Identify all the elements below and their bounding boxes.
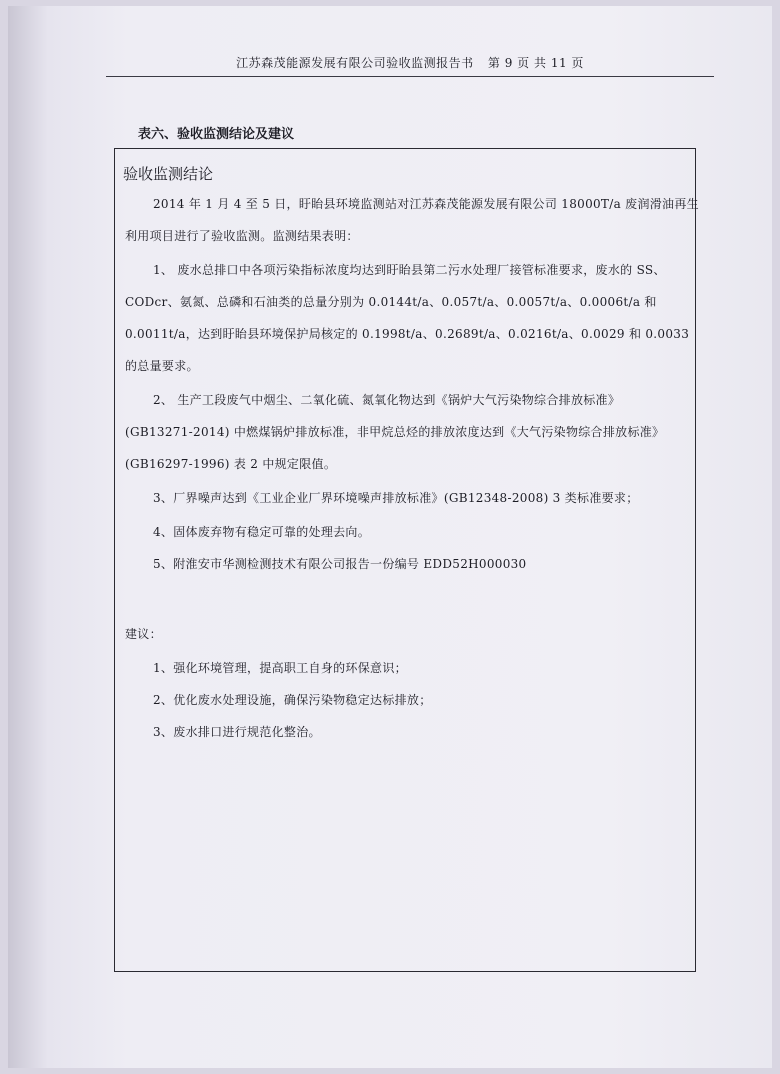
conclusion-heading: 验收监测结论 [123, 165, 214, 183]
suggestion-item: 3、废水排口进行规范化整治。 [153, 725, 321, 739]
suggestions-heading: 建议： [125, 627, 162, 641]
document-page [8, 6, 772, 1068]
conclusion-line: 3、厂界噪声达到《工业企业厂界环境噪声排放标准》(GB12348-2008) 3 类标准要求； [153, 491, 639, 505]
conclusion-line: 2、 生产工段废气中烟尘、二氧化硫、氮氧化物达到《锅炉大气污染物综合排放标准》 [153, 393, 621, 407]
suggestion-item: 1、强化环境管理，提高职工自身的环保意识； [153, 661, 407, 675]
conclusion-line: 利用项目进行了验收监测。监测结果表明： [125, 229, 359, 243]
conclusion-line: 4、固体废弃物有稳定可靠的处理去向。 [153, 525, 371, 539]
conclusion-table [114, 148, 699, 972]
conclusion-line: 2014 年 1 月 4 至 5 日，盱眙县环境监测站对江苏森茂能源发展有限公司 18000T/a 废润滑油再生 [153, 197, 699, 211]
page-number: 第 9 页 共 11 页 [487, 56, 584, 70]
conclusion-line: 5、附淮安市华测检测技术有限公司报告一份编号 EDD52H000030 [153, 557, 527, 571]
conclusion-line: 0.0011t/a，达到盱眙县环境保护局核定的 0.1998t/a、0.2689t/a、0.0216t/a、0.0029 和 0.0033 [125, 327, 690, 341]
conclusion-line: 的总量要求。 [125, 359, 199, 373]
conclusion-line: 1、 废水总排口中各项污染指标浓度均达到盱眙县第二污水处理厂接管标准要求，废水的 SS、 [153, 263, 666, 277]
conclusion-line: (GB13271-2014) 中燃煤锅炉排放标准，非甲烷总烃的排放浓度达到《大气污染物综合排放标准》 [125, 425, 665, 439]
suggestion-item: 2、优化废水处理设施，确保污染物稳定达标排放； [153, 693, 432, 707]
page-header [106, 54, 714, 77]
section-title: 表六、验收监测结论及建议 [138, 127, 295, 142]
conclusion-line: CODcr、氨氮、总磷和石油类的总量分别为 0.0144t/a、0.057t/a、0.0057t/a、0.0006t/a 和 [125, 295, 657, 309]
header-title: 江苏森茂能源发展有限公司验收监测报告书 [236, 56, 474, 70]
conclusion-line: (GB16297-1996) 表 2 中规定限值。 [125, 457, 337, 471]
